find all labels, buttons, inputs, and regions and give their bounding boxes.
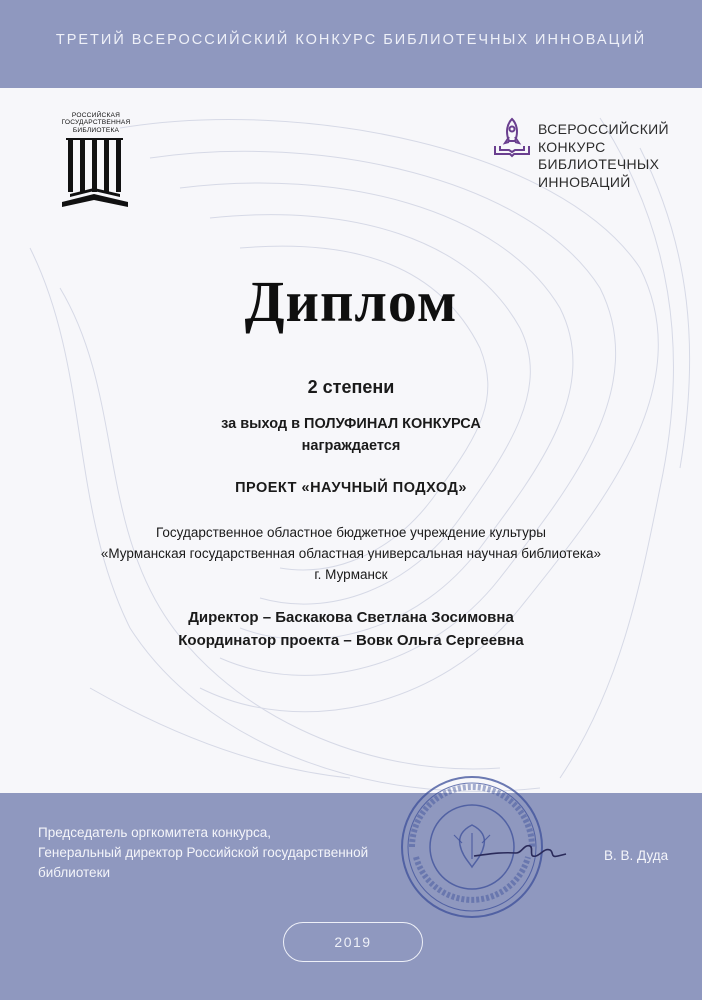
contest-logo-line: БИБЛИОТЕЧНЫХ (538, 156, 660, 172)
rgb-logo-line: РОССИЙСКАЯ (71, 112, 121, 119)
signer-title-line: Председатель оргкомитета конкурса, (38, 825, 272, 840)
header-band (0, 0, 702, 88)
awarded-label: награждается (301, 438, 401, 454)
header-band-text: ТРЕТИЙ ВСЕРОССИЙСКИЙ КОНКУРС БИБЛИОТЕЧНЫХ ИННОВАЦИЙ (55, 32, 647, 48)
award-reason: за выход в ПОЛУФИНАЛ КОНКУРСА (221, 416, 481, 432)
organization-line: Государственное областное бюджетное учреждение культуры (156, 525, 546, 540)
rgb-logo-line: БИБЛИОТЕКА (72, 126, 120, 134)
signature-icon (470, 830, 570, 870)
rocket-book-icon (492, 116, 532, 158)
organization-line: «Мурманская государственная областная универсальная научная библиотека» (100, 546, 602, 561)
organization-city: г. Мурманск (314, 567, 388, 582)
contest-logo-line: ВСЕРОССИЙСКИЙ (538, 121, 669, 137)
contest-logo-line: КОНКУРС (538, 138, 606, 155)
contest-logo-text (538, 121, 698, 191)
project-name: ПРОЕКТ «НАУЧНЫЙ ПОДХОД» (235, 480, 467, 496)
diploma-degree: 2 степени (307, 377, 395, 397)
signer-title-line: Генеральный директор Российской государственной (38, 845, 369, 860)
coordinator-line: Координатор проекта – Вовк Ольга Сергеевна (178, 632, 524, 649)
contest-logo-line: ИННОВАЦИЙ (538, 173, 631, 190)
year-label: 2019 (334, 934, 372, 950)
diploma-title: Диплом (244, 269, 458, 334)
rgb-logo-line: ГОСУДАРСТВЕННАЯ (61, 119, 131, 127)
signer-title-line: библиотеки (38, 865, 111, 880)
rgb-library-logo-text (60, 112, 132, 134)
year-badge (283, 922, 423, 962)
director-line: Директор – Баскакова Светлана Зосимовна (188, 609, 514, 626)
signer-name: В. В. Дуда (604, 848, 669, 863)
signer-title (38, 823, 418, 883)
